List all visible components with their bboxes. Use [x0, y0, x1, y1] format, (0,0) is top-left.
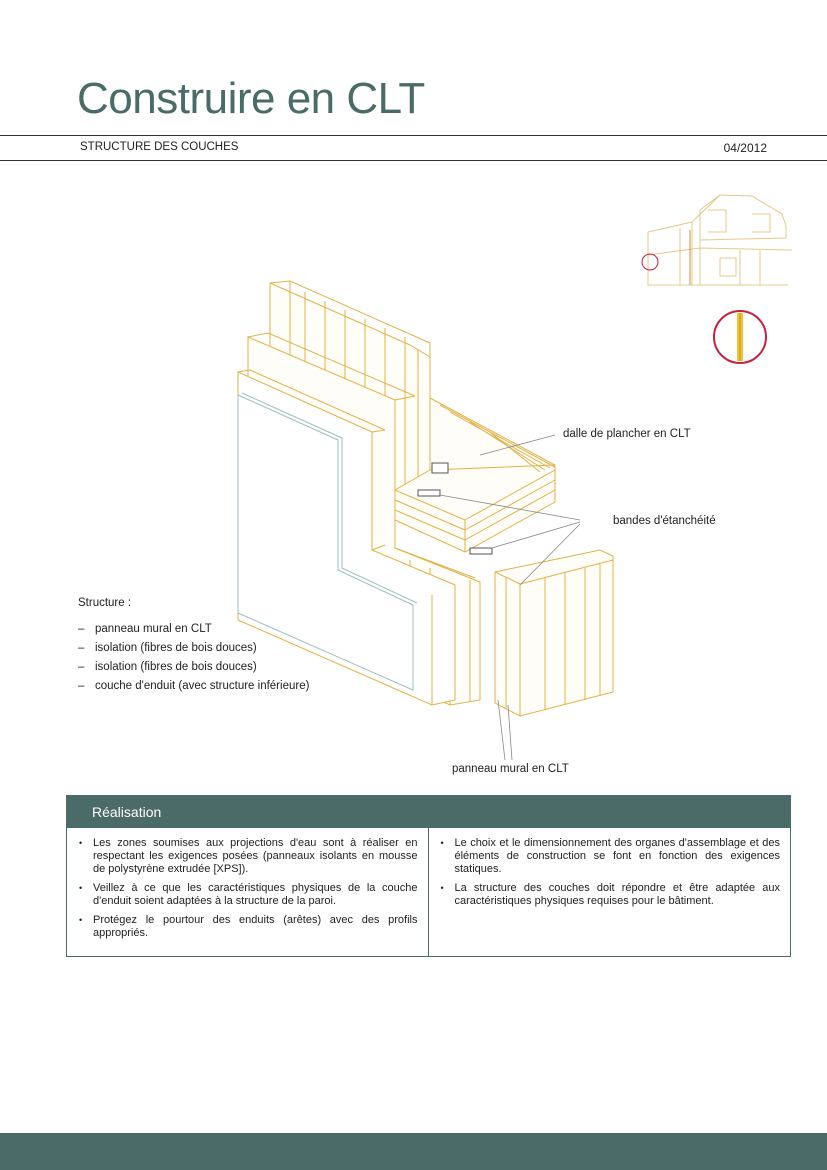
- realisation-box: [66, 795, 791, 957]
- section-subtitle: STRUCTURE DES COUCHES: [80, 141, 239, 153]
- legend-item: – panneau mural en CLT: [78, 623, 212, 635]
- page-title: Construire en CLT: [77, 74, 425, 123]
- realisation-left-column: [67, 828, 429, 956]
- header-rule-top: [0, 135, 827, 136]
- document-date: 04/2012: [723, 141, 767, 155]
- legend-item: – isolation (fibres de bois douces): [78, 661, 257, 673]
- clt-construction-drawing: [0, 170, 827, 790]
- legend-item: – couche d'enduit (avec structure inférieure): [78, 680, 310, 692]
- lower-clt-wall-panel: [495, 550, 613, 716]
- realisation-item: • Veillez à ce que les caractéristiques physiques de la couche d'enduit soient adaptées à la structure de la paroi.: [79, 882, 418, 908]
- realisation-item: • Le choix et le dimensionnement des organes d'assemblage et des éléments de construction se font en fonction des exigences statiques.: [441, 837, 781, 876]
- realisation-item: • Protégez le pourtour des enduits (arêtes) avec des profils appropriés.: [79, 914, 418, 940]
- realisation-item: • La structure des couches doit répondre et être adaptée aux caractéristiques physiques requises pour le bâtiment.: [441, 882, 781, 908]
- legend-title: Structure :: [78, 597, 132, 609]
- label-floor-slab: dalle de plancher en CLT: [563, 428, 691, 440]
- label-wall-panel: panneau mural en CLT: [452, 763, 569, 775]
- header-rule-bottom: [0, 160, 827, 161]
- wall-section-icon: [714, 311, 766, 363]
- legend-item: – isolation (fibres de bois douces): [78, 642, 257, 654]
- structure-legend: [78, 597, 309, 696]
- realisation-item: • Les zones soumises aux projections d'eau sont à réaliser en respectant les exigences posées (panneaux isolants en mousse de polystyrène extrudée [XPS]).: [79, 837, 418, 876]
- footer-bar: [0, 1133, 827, 1170]
- house-sketch-icon: [642, 195, 792, 285]
- label-sealing-strips: bandes d'étanchéité: [613, 515, 716, 527]
- realisation-right-column: [429, 828, 791, 956]
- realisation-heading: Réalisation: [67, 796, 790, 828]
